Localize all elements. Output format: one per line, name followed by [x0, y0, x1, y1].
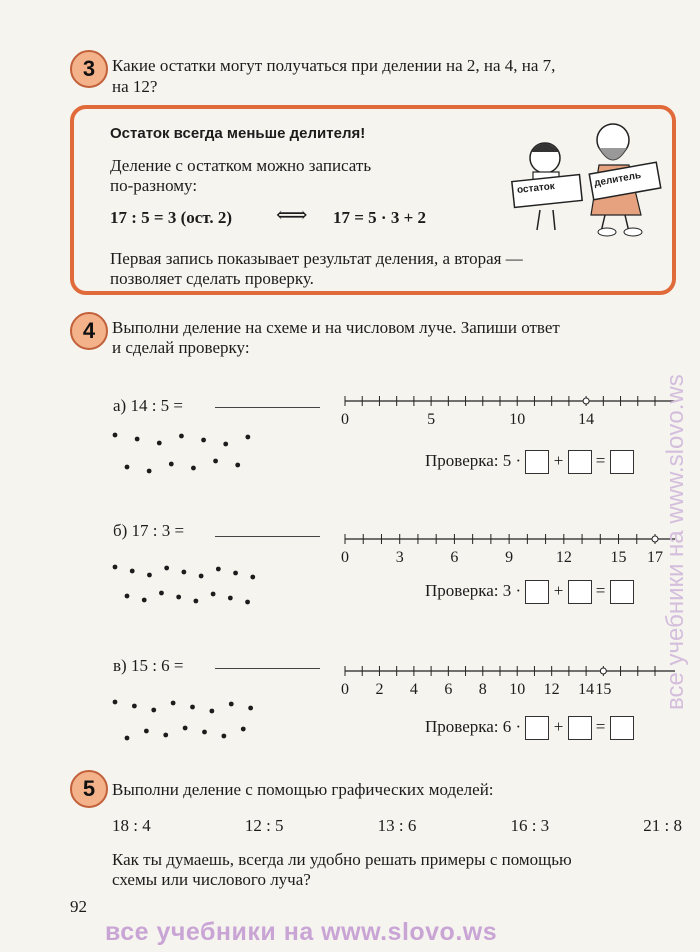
- task5-follow-line1: Как ты думаешь, всегда ли удобно решать примеры с помощью: [112, 850, 572, 869]
- number-ray-a: [335, 390, 680, 430]
- ray-label: 15: [610, 549, 627, 566]
- answer-line-a[interactable]: [215, 407, 320, 408]
- answer-line-b[interactable]: [215, 536, 320, 537]
- model-dot: [125, 736, 130, 741]
- model-dot: [125, 594, 130, 599]
- dots-model-b: [105, 560, 280, 620]
- ray-label: 15: [595, 681, 612, 698]
- task5-follow-line2: схемы или числового луча?: [112, 870, 311, 889]
- model-dot: [216, 567, 221, 572]
- model-dot: [209, 709, 214, 714]
- model-dot: [164, 566, 169, 571]
- model-dot: [157, 441, 162, 446]
- task4-question-line1: Выполни деление на схеме и на числовом луче. Запиши ответ: [112, 318, 560, 337]
- task5-question: Выполни деление с помощью графических моделей:: [112, 780, 494, 799]
- ray-label: 14: [578, 681, 595, 698]
- rule-text-line2: по-разному:: [110, 176, 198, 195]
- exercise-b-label: б) 17 : 3 =: [113, 521, 185, 540]
- ray-label: 6: [450, 549, 459, 566]
- equals-sign: =: [595, 716, 606, 736]
- model-dot: [113, 433, 118, 438]
- model-dot: [221, 734, 226, 739]
- exercise-a-label: а) 14 : 5 =: [113, 396, 184, 415]
- rule-formula-left: 17 : 5 = 3 (ост. 2): [110, 208, 233, 227]
- equivalence-arrow-icon: ⟺: [276, 202, 308, 227]
- exercise-c-label: в) 15 : 6 =: [113, 656, 184, 675]
- dots-model-a: [105, 428, 255, 488]
- task3-question-line2: на 12?: [112, 77, 158, 96]
- ray-label: 0: [341, 549, 349, 566]
- rule-text-line1: Деление с остатком можно записать: [110, 156, 372, 175]
- model-dot: [130, 569, 135, 574]
- check-row-a: [425, 450, 634, 474]
- model-dot: [248, 706, 253, 711]
- model-dot: [132, 704, 137, 709]
- model-dot: [176, 595, 181, 600]
- ray-label: 12: [543, 681, 560, 698]
- ray-label: 0: [341, 681, 349, 698]
- task5-examples: [112, 815, 682, 836]
- check-row-c: [425, 716, 634, 740]
- example-item: 12 : 5: [244, 816, 284, 835]
- model-dot: [245, 435, 250, 440]
- model-dot: [191, 466, 196, 471]
- task4-question-line2: и сделай проверку:: [112, 338, 250, 357]
- number-ray-b: [335, 528, 680, 568]
- answer-line-c[interactable]: [215, 668, 320, 669]
- model-dot: [142, 598, 147, 603]
- page-number: 92: [70, 897, 87, 916]
- check-box-factor[interactable]: [525, 450, 549, 474]
- model-dot: [229, 702, 234, 707]
- equals-sign: =: [595, 450, 606, 470]
- model-dot: [163, 733, 168, 738]
- model-dot: [181, 570, 186, 575]
- model-dot: [169, 462, 174, 467]
- plus-sign: +: [553, 580, 564, 600]
- ray-label: 2: [375, 681, 384, 698]
- model-dot: [201, 438, 206, 443]
- ray-label: 5: [427, 411, 436, 428]
- check-label-c: Проверка: 6 ·: [425, 716, 522, 736]
- rule-formula-right: 17 = 5 · 3 + 2: [333, 208, 427, 227]
- model-dot: [245, 600, 250, 605]
- model-dot: [250, 575, 255, 580]
- dots-model-c: [105, 695, 280, 755]
- model-dot: [147, 469, 152, 474]
- model-dot: [235, 463, 240, 468]
- task3-question-line1: Какие остатки могут получаться при делении на 2, на 4, на 7,: [112, 56, 556, 75]
- check-label-a: Проверка: 5 ·: [425, 450, 522, 470]
- task-number-badge: 4: [70, 312, 108, 350]
- plus-sign: +: [553, 450, 564, 470]
- model-dot: [233, 571, 238, 576]
- check-row-b: [425, 580, 634, 604]
- check-box-result[interactable]: [610, 716, 634, 740]
- sign-divisor: делитель: [593, 169, 642, 190]
- model-dot: [144, 729, 149, 734]
- example-item: 21 : 8: [643, 816, 682, 835]
- model-dot: [213, 459, 218, 464]
- model-dot: [241, 727, 246, 732]
- watermark-side: все учебники на www.slovo.ws: [662, 374, 689, 710]
- model-dot: [193, 599, 198, 604]
- check-label-b: Проверка: 3 ·: [425, 580, 522, 600]
- ray-label: 6: [444, 681, 453, 698]
- ray-label: 12: [555, 549, 572, 566]
- rule-footer-line1: Первая запись показывает результат деления, а вторая —: [110, 249, 523, 268]
- model-dot: [211, 592, 216, 597]
- model-dot: [190, 705, 195, 710]
- plus-sign: +: [553, 716, 564, 736]
- ray-label: 9: [505, 549, 514, 566]
- ray-label: 0: [341, 411, 349, 428]
- model-dot: [151, 708, 156, 713]
- equals-sign: =: [595, 580, 606, 600]
- rule-heading: Остаток всегда меньше делителя!: [110, 125, 366, 142]
- sign-remainder: остаток: [516, 181, 556, 196]
- ray-label: 14: [578, 411, 595, 428]
- model-dot: [183, 726, 188, 731]
- model-dot: [113, 565, 118, 570]
- model-dot: [228, 596, 233, 601]
- task-number-badge: 3: [70, 50, 108, 88]
- example-item: 18 : 4: [112, 816, 151, 835]
- check-box-factor[interactable]: [525, 716, 549, 740]
- ray-label: 8: [478, 681, 487, 698]
- ray-marked-point: [652, 536, 658, 542]
- ray-label: 4: [409, 681, 418, 698]
- check-box-remainder[interactable]: [568, 450, 592, 474]
- model-dot: [125, 465, 130, 470]
- model-dot: [159, 591, 164, 596]
- ray-label: 10: [509, 411, 526, 428]
- model-dot: [135, 437, 140, 442]
- illustration-characters: [495, 110, 670, 240]
- ray-label: 3: [395, 549, 404, 566]
- example-item: 16 : 3: [510, 816, 550, 835]
- rule-footer-line2: позволяет сделать проверку.: [110, 269, 314, 288]
- model-dot: [113, 700, 118, 705]
- model-dot: [179, 434, 184, 439]
- model-dot: [223, 442, 228, 447]
- model-dot: [171, 701, 176, 706]
- ray-marked-point: [600, 668, 606, 674]
- check-box-result[interactable]: [610, 580, 634, 604]
- number-ray-c: [335, 660, 680, 700]
- ray-label: 17: [647, 549, 663, 566]
- model-dot: [199, 574, 204, 579]
- model-dot: [147, 573, 152, 578]
- check-box-result[interactable]: [610, 450, 634, 474]
- ray-marked-point: [583, 398, 589, 404]
- watermark-bottom: все учебники на www.slovo.ws: [105, 918, 498, 946]
- check-box-factor[interactable]: [525, 580, 549, 604]
- check-box-remainder[interactable]: [568, 580, 592, 604]
- model-dot: [202, 730, 207, 735]
- example-item: 13 : 6: [377, 816, 417, 835]
- ray-label: 10: [509, 681, 526, 698]
- check-box-remainder[interactable]: [568, 716, 592, 740]
- task-number-badge: 5: [70, 770, 108, 808]
